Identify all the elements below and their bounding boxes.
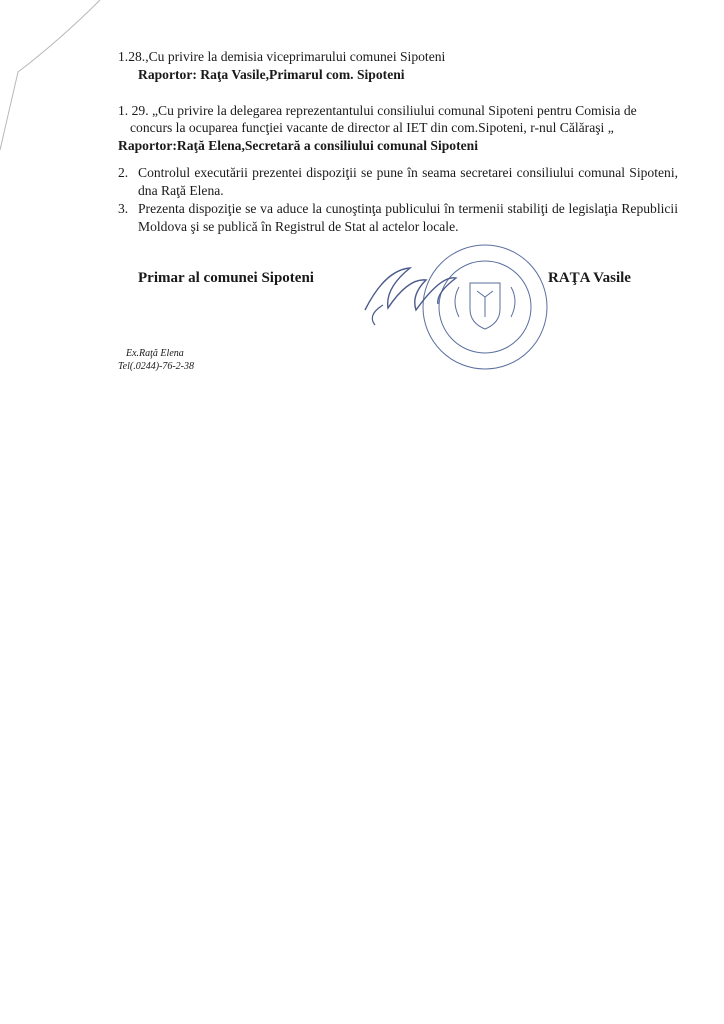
- list-item: [118, 200, 678, 235]
- item-1-29: [118, 102, 688, 136]
- point-number: 2.: [118, 165, 129, 180]
- executor-block: [118, 347, 194, 373]
- page-fold-mark: [0, 0, 110, 160]
- item-1-28-text: 1.28.,Cu privire la demisia viceprimarului comunei Sipoteni: [118, 49, 446, 64]
- item-1-29-text-line1: „Cu privire la delegarea reprezentantului consiliului comunal Sipoteni pentru Comisia de: [148, 103, 637, 118]
- executor-name: Ex.Raţă Elena: [126, 348, 184, 359]
- item-1-29-number: 1. 29.: [118, 103, 149, 118]
- item-1-28-raportor: Raportor: Raţa Vasile,Primarul com. Sipoteni: [138, 67, 405, 82]
- list-item: [118, 164, 678, 199]
- point-text: Controlul executării prezentei dispoziţii se pune în seama secretarei consiliului comunal Sipoteni, dna Raţă Elena.: [138, 165, 678, 198]
- item-1-29-raportor: Raportor:Raţă Elena,Secretară a consiliului comunal Sipoteni: [118, 138, 478, 153]
- official-seal-and-signature: [355, 235, 565, 385]
- executor-phone: Tel(.0244)-76-2-38: [118, 361, 195, 372]
- point-text: Prezenta dispoziţie se va aduce la cunoştinţa publicului în termenii stabiliţi de legislaţia Republicii Moldova şi se publică în Registrul de Stat al actelor locale.: [138, 201, 678, 234]
- decision-points-list: [118, 164, 678, 236]
- mayor-name: RAŢA Vasile: [548, 270, 631, 286]
- item-1-29-text-line2: concurs la ocuparea funcţiei vacante de director al IET din com.Sipoteni, r-nul Călăraşi „: [130, 120, 614, 135]
- point-number: 3.: [118, 201, 129, 216]
- mayor-title: Primar al comunei Sipoteni: [138, 270, 314, 286]
